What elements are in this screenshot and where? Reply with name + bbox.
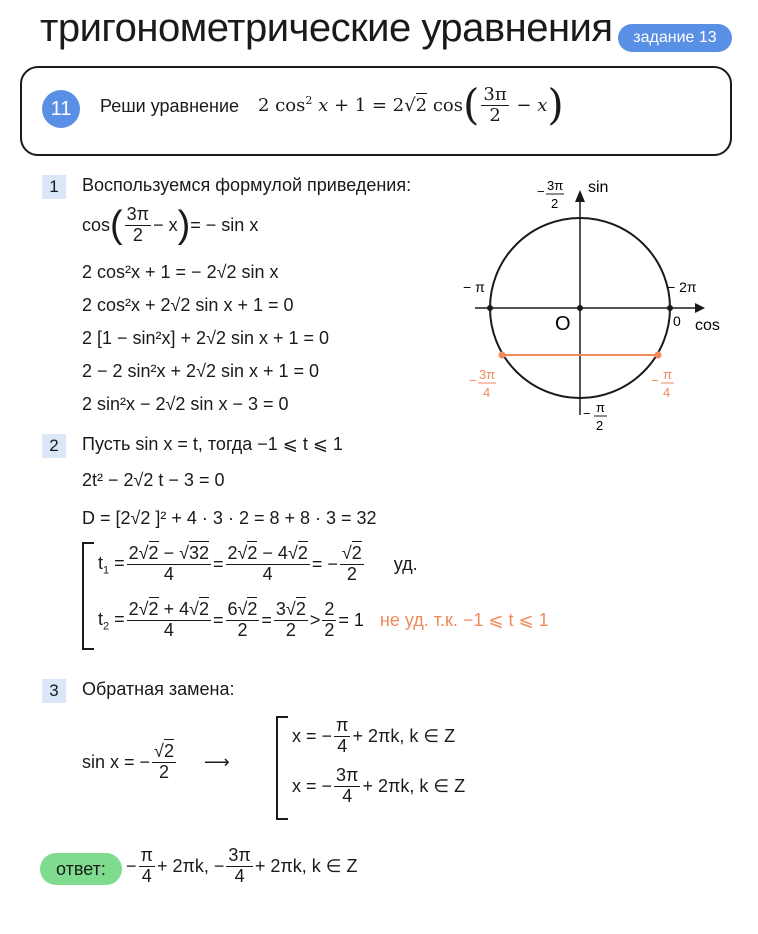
- step-1-number: 1: [42, 175, 66, 199]
- point-minus-pi: [487, 305, 493, 311]
- step-1-line-3: 2 [1 − sin²x] + 2√2 sin x + 1 = 0: [82, 328, 330, 348]
- step-3-number: 3: [42, 679, 66, 703]
- svg-text:4: 4: [663, 385, 671, 400]
- answer-badge: ответ:: [40, 853, 122, 885]
- svg-text:3π: 3π: [479, 367, 496, 382]
- step-3-heading: Обратная замена:: [82, 679, 235, 699]
- svg-text:−: −: [583, 406, 591, 421]
- svg-text:2: 2: [596, 418, 604, 433]
- unit-circle: [455, 170, 745, 440]
- point-minus-pi-4: [655, 352, 662, 359]
- step-2-heading: Пусть sin x = t, тогда −1 ⩽ t ⩽ 1: [82, 434, 343, 454]
- task-badge: задание 13: [618, 24, 732, 52]
- discriminant: D = [2√2 ]² + 4 · 3 · 2 = 8 + 8 · 3 = 32: [82, 508, 377, 528]
- arrow-right-icon: ⟶: [203, 751, 230, 772]
- quadratic-equation: 2t² − 2√2 t − 3 = 0: [82, 470, 225, 490]
- task-equation: 2 $\cos^2 x + 1 = 2√2$ cos ( $\frac{3\pi}{2}$ − x ): [258, 80, 564, 129]
- reduction-formula: cos ( $\frac{3\pi}{2}$ − x ) = − sin x: [82, 204, 259, 247]
- minus-pi-2-label: [583, 400, 607, 433]
- cos-label: cos: [695, 317, 720, 334]
- svg-text:2: 2: [551, 196, 559, 211]
- minus-pi-4-label: [651, 367, 674, 400]
- root-t1: $t_1$ = $\frac{2√2 - √32}{4}$ = $\frac{2√2 - 4√2}{4}$ = − $\frac{√2}{2}$ уд.: [98, 543, 418, 584]
- step-1-line-4: 2 − 2 sin²x + 2√2 sin x + 1 = 0: [82, 361, 320, 381]
- t1-note: уд.: [393, 553, 418, 574]
- svg-text:3π: 3π: [547, 178, 564, 193]
- cos-arrow-icon: [695, 303, 705, 313]
- roots-bracket: [82, 542, 94, 650]
- page-title: тригонометрические уравнения: [40, 6, 613, 50]
- step-2-number: 2: [42, 434, 66, 458]
- step-1-line-1: 2 cos²x + 1 = − 2√2 sin x: [82, 262, 279, 282]
- sin-label: sin: [588, 179, 609, 196]
- minus-2pi-label: − 2π: [667, 279, 697, 295]
- t2-note: не уд. т.к. −1 ⩽ t ⩽ 1: [379, 609, 549, 630]
- answer-value: − $\frac{\pi}{4}$ + 2πk, − $\frac{3\pi}{4}$ + 2πk, k ∈ Z: [126, 845, 358, 886]
- step-1-line-5: 2 sin²x − 2√2 sin x − 3 = 0: [82, 394, 289, 414]
- solutions-bracket: [276, 716, 288, 820]
- point-zero: [667, 305, 673, 311]
- step-1-line-2: 2 cos²x + 2√2 sin x + 1 = 0: [82, 295, 294, 315]
- svg-text:4: 4: [483, 385, 491, 400]
- sin-arrow-icon: [575, 190, 585, 202]
- minus-3pi-2-label: [537, 178, 564, 211]
- zero-label: 0: [673, 313, 681, 329]
- point-minus-3pi-4: [499, 352, 506, 359]
- origin-label: O: [555, 313, 571, 335]
- svg-text:−: −: [469, 373, 477, 388]
- minus-pi-label: − π: [463, 279, 485, 295]
- task-number: 11: [42, 90, 80, 128]
- back-substitution: sin x = − $\frac{√2}{2}$ ⟶: [82, 741, 230, 782]
- step-1-heading: Воспользуемся формулой приведения:: [82, 175, 412, 195]
- solution-1: x = − $\frac{\pi}{4}$ + 2πk, k ∈ Z: [292, 715, 456, 756]
- solution-2: x = − $\frac{3\pi}{4}$ + 2πk, k ∈ Z: [292, 765, 466, 806]
- root-t2: $t_2$ = $\frac{2√2 + 4√2}{4}$ = $\frac{6√2}{2}$ = $\frac{3√2}{2}$ > $\frac{2}{2}$ = 1 не уд. т.к. −1 ⩽ t ⩽ 1: [98, 599, 549, 640]
- minus-3pi-4-label: [469, 367, 496, 400]
- task-prompt: Реши уравнение: [100, 96, 240, 116]
- svg-text:π: π: [663, 367, 672, 382]
- svg-text:π: π: [596, 400, 605, 415]
- svg-text:−: −: [651, 373, 659, 388]
- origin-point: [577, 305, 583, 311]
- svg-text:−: −: [537, 184, 545, 199]
